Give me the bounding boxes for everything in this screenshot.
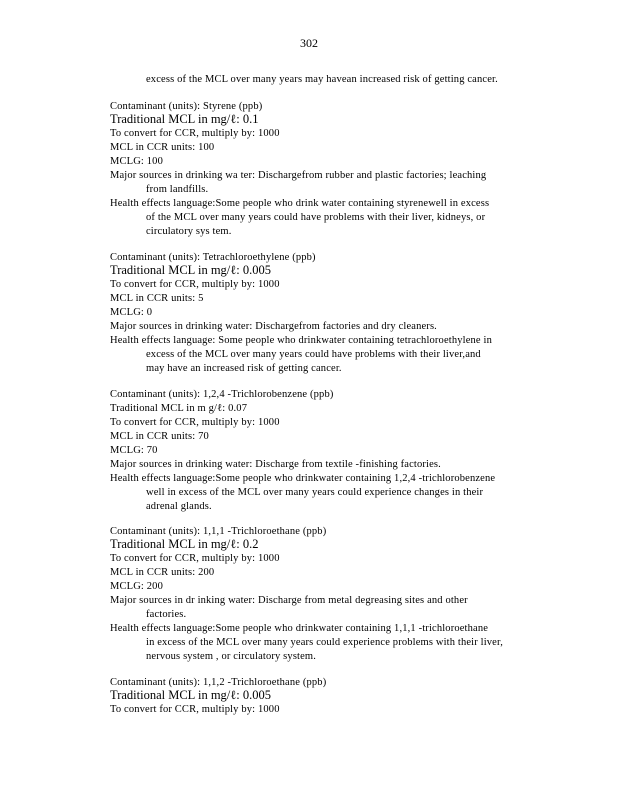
contaminant-heading: Contaminant (units): Tetrachloroethylene (ppb): [110, 252, 316, 263]
traditional-mcl: Traditional MCL in mg/ℓ: 0.005: [110, 263, 271, 277]
health-effects-continued: adrenal glands.: [146, 501, 212, 512]
major-sources: Major sources in dr inking water: Discharge from metal degreasing sites and other: [110, 595, 468, 606]
contaminant-heading: Contaminant (units): 1,1,1 -Trichloroethane (ppb): [110, 526, 327, 537]
health-effects-continued: in excess of the MCL over many years could experience problems with their liver,: [146, 637, 503, 648]
mcl-ccr-units: MCL in CCR units: 70: [110, 431, 209, 442]
health-effects: Health effects language:Some people who drinkwater containing 1,1,1 -trichloroethane: [110, 623, 489, 634]
traditional-mcl: Traditional MCL in mg/ℓ: 0.2: [110, 537, 259, 551]
mclg: MCLG: 200: [110, 581, 163, 592]
health-effects-continued: may have an increased risk of getting cancer.: [146, 363, 342, 374]
contaminant-heading: Contaminant (units): 1,2,4 -Trichlorobenzene (ppb): [110, 389, 334, 400]
convert-factor: To convert for CCR, multiply by: 1000: [110, 704, 280, 715]
major-sources: Major sources in drinking water: Dischargefrom factories and dry cleaners.: [110, 321, 437, 332]
contaminant-heading: Contaminant (units): Styrene (ppb): [110, 101, 263, 112]
convert-factor: To convert for CCR, multiply by: 1000: [110, 128, 280, 139]
contaminant-heading: Contaminant (units): 1,1,2 -Trichloroethane (ppb): [110, 677, 327, 688]
health-effects-continued: nervous system , or circulatory system.: [146, 651, 317, 662]
health-effects-continued: circulatory sys tem.: [146, 226, 232, 237]
traditional-mcl: Traditional MCL in mg/ℓ: 0.005: [110, 688, 271, 702]
mclg: MCLG: 0: [110, 307, 153, 318]
major-sources: Major sources in drinking water: Discharge from textile -finishing factories.: [110, 459, 441, 470]
major-sources: Major sources in drinking wa ter: Dischargefrom rubber and plastic factories; leaching: [110, 170, 487, 181]
mcl-ccr-units: MCL in CCR units: 5: [110, 293, 204, 304]
convert-factor: To convert for CCR, multiply by: 1000: [110, 279, 280, 290]
intro-continuation: excess of the MCL over many years may havean increased risk of getting cancer.: [146, 74, 498, 85]
major-sources-continued: factories.: [146, 609, 187, 620]
health-effects-continued: of the MCL over many years could have problems with their liver, kidneys, or: [146, 212, 486, 223]
mcl-ccr-units: MCL in CCR units: 100: [110, 142, 215, 153]
health-effects-continued: excess of the MCL over many years could have problems with their liver,and: [146, 349, 481, 360]
mclg: MCLG: 70: [110, 445, 158, 456]
health-effects: Health effects language:Some people who drinkwater containing 1,2,4 -trichlorobenzene: [110, 473, 496, 484]
health-effects-continued: well in excess of the MCL over many years could experience changes in their: [146, 487, 484, 498]
traditional-mcl: Traditional MCL in m g/ℓ: 0.07: [110, 403, 248, 414]
convert-factor: To convert for CCR, multiply by: 1000: [110, 417, 280, 428]
page-number: 302: [300, 36, 318, 50]
mclg: MCLG: 100: [110, 156, 163, 167]
traditional-mcl: Traditional MCL in mg/ℓ: 0.1: [110, 112, 259, 126]
major-sources-continued: from landfills.: [146, 184, 209, 195]
mcl-ccr-units: MCL in CCR units: 200: [110, 567, 215, 578]
health-effects: Health effects language: Some people who drinkwater containing tetrachloroethylene in: [110, 335, 492, 346]
convert-factor: To convert for CCR, multiply by: 1000: [110, 553, 280, 564]
health-effects: Health effects language:Some people who drink water containing styrenewell in excess: [110, 198, 490, 209]
